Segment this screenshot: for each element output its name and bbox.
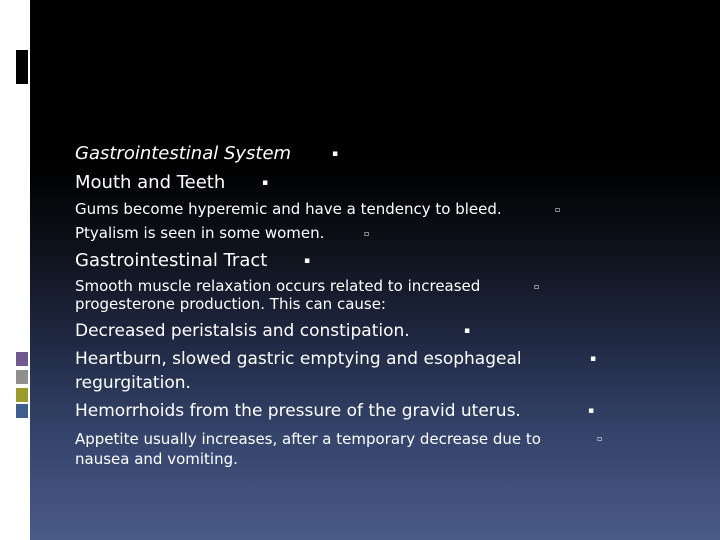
mouth-item-ptyalism: Ptyalism is seen in some women.: [75, 224, 325, 242]
accent-block-purple: [16, 352, 28, 366]
accent-block-olive: [16, 388, 28, 402]
bullet-solid-icon: ▪: [590, 354, 597, 364]
accent-block-black: [16, 50, 28, 84]
tract-intro-line1: Smooth muscle relaxation occurs related to increased: [75, 277, 481, 295]
bullet-hollow-icon: ▫: [597, 434, 603, 443]
tract-intro-line2: progesterone production. This can cause:: [75, 295, 386, 313]
bullet-hollow-icon: ▫: [534, 282, 540, 291]
appetite-line1: Appetite usually increases, after a temporary decrease due to: [75, 430, 541, 448]
bullet-solid-icon: ▪: [304, 256, 311, 266]
bullet-solid-icon: ▪: [588, 406, 595, 416]
accent-block-blue: [16, 404, 28, 418]
effect-peristalsis: Decreased peristalsis and constipation.: [75, 321, 410, 341]
bullet-solid-icon: ▪: [464, 326, 471, 336]
slide-heading: Gastrointestinal System: [75, 143, 292, 164]
section-title-gi-tract: Gastrointestinal Tract: [75, 250, 268, 271]
accent-block-gray: [16, 370, 28, 384]
effect-hemorrhoids: Hemorrhoids from the pressure of the gravid uterus.: [75, 401, 521, 421]
mouth-item-gums: Gums become hyperemic and have a tendency to bleed.: [75, 200, 502, 218]
bullet-hollow-icon: ▫: [364, 229, 370, 238]
section-title-mouth: Mouth and Teeth: [75, 172, 226, 193]
bullet-solid-icon: ▪: [332, 149, 339, 159]
bullet-solid-icon: ▪: [262, 178, 269, 188]
left-accent-strip: [0, 0, 30, 540]
bullet-hollow-icon: ▫: [555, 205, 561, 214]
effect-heartburn-line1: Heartburn, slowed gastric emptying and esophageal: [75, 349, 522, 369]
effect-heartburn-line2: regurgitation.: [75, 373, 191, 393]
appetite-line2: nausea and vomiting.: [75, 450, 238, 468]
